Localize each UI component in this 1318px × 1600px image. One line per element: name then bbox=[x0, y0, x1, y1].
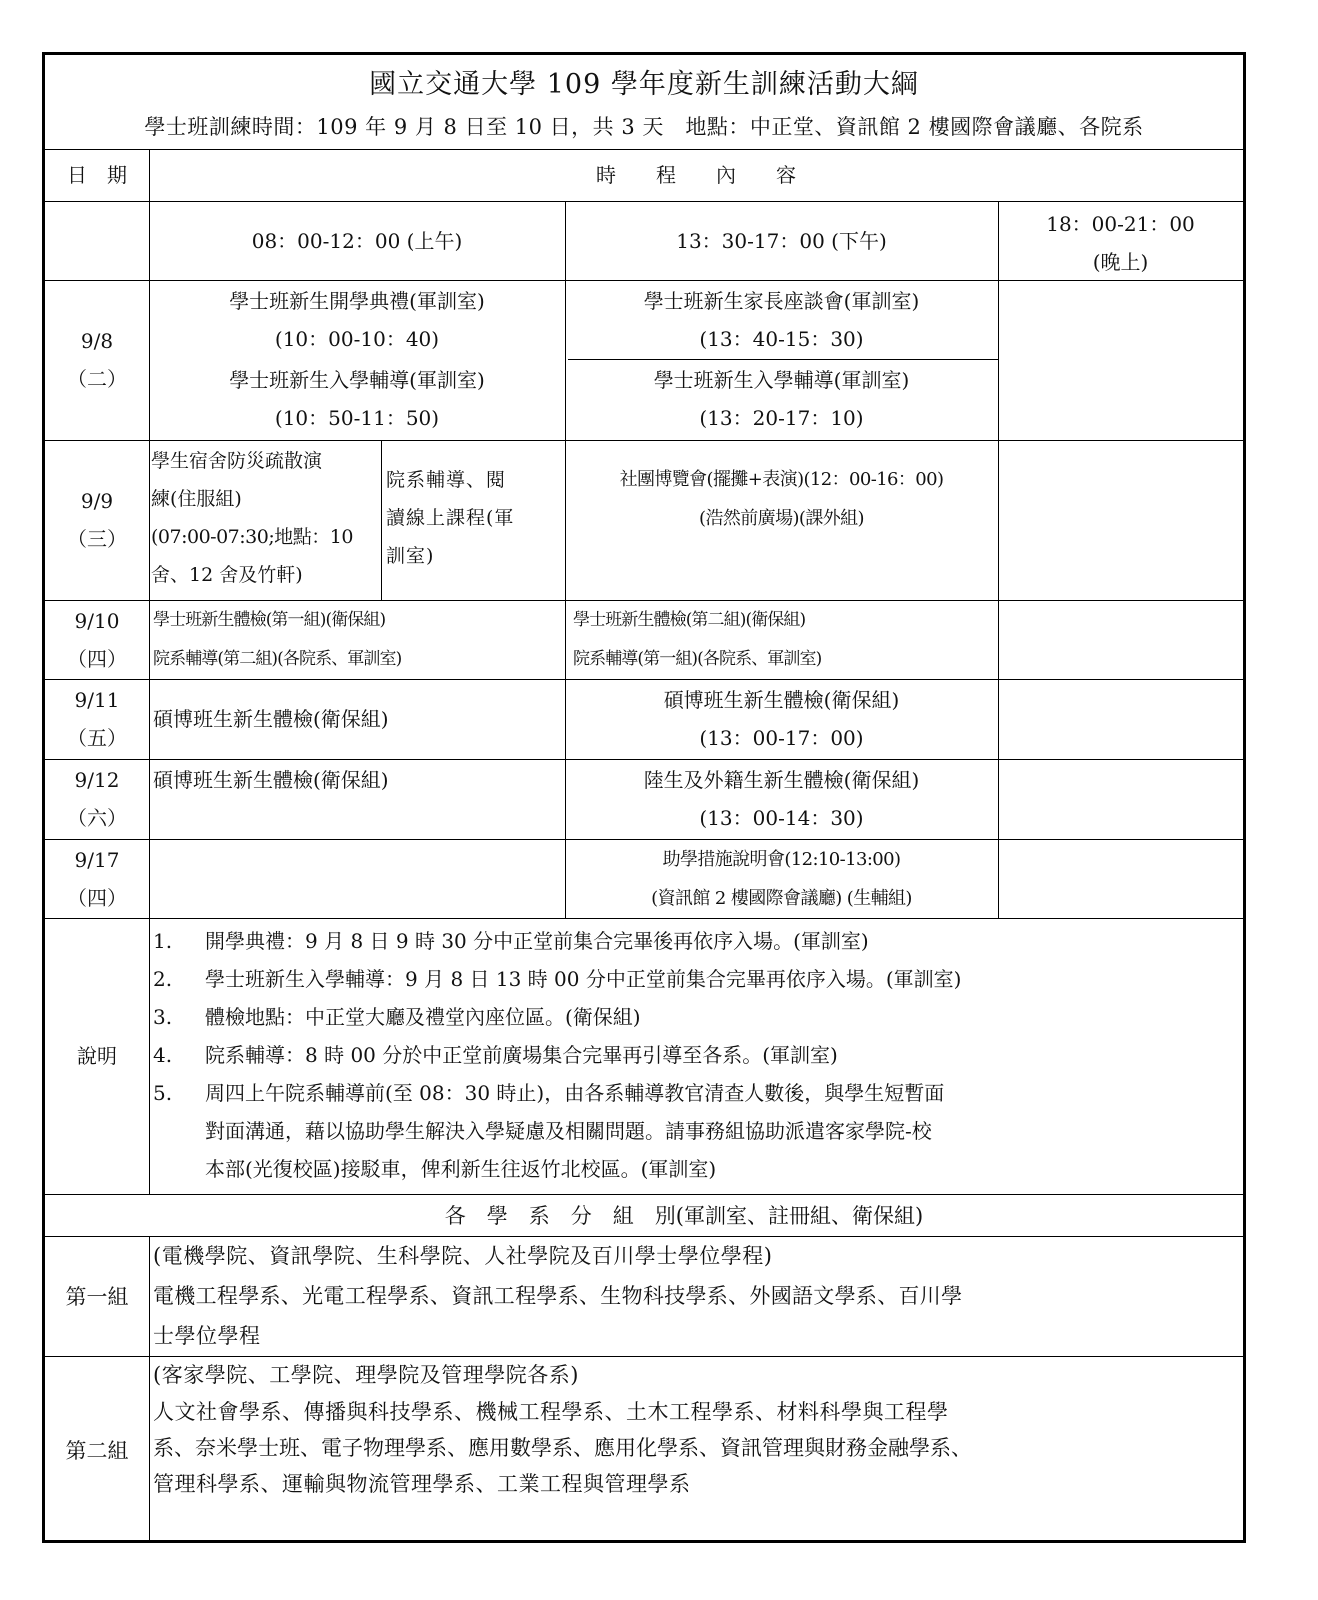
orientation-pm bbox=[565, 361, 998, 439]
notes-list bbox=[153, 922, 1243, 1194]
date-9-12 bbox=[45, 759, 149, 839]
note-item bbox=[153, 922, 1243, 960]
date-value: 9/8 bbox=[80, 329, 114, 353]
text-line: 讀線上課程(軍 bbox=[386, 507, 515, 529]
date-value: 9/17 bbox=[74, 847, 120, 872]
event-title: 學士班新生家長座談會(軍訓室) bbox=[643, 289, 920, 313]
date-9-10 bbox=[45, 600, 149, 679]
group-2-label: 第二組 bbox=[65, 1438, 129, 1463]
evening-time: 18：00-21：00 bbox=[1046, 212, 1195, 236]
group-1-label: 第一組 bbox=[65, 1285, 129, 1309]
date-9-8 bbox=[45, 280, 149, 440]
parents-meeting bbox=[565, 282, 998, 360]
divider bbox=[45, 759, 1243, 760]
note-item bbox=[153, 1036, 1243, 1074]
text-line: 學生宿舍防災疏散演 bbox=[151, 450, 323, 472]
text-line: 學士班新生體檢(第一組)(衛保組) bbox=[153, 610, 386, 630]
grad-checkup-am: 碩博班生新生體檢(衛保組) bbox=[153, 707, 389, 731]
divider bbox=[998, 201, 999, 918]
evening-slot bbox=[998, 205, 1243, 281]
training-subtitle: 學士班訓練時間：109 年 9 月 8 日至 10 日，共 3 天 地點：中正堂、資訊館 2 樓國際會議廳、各院系 bbox=[144, 115, 1144, 139]
event-time: (13：40-15：30) bbox=[699, 327, 864, 351]
date-9-11 bbox=[45, 679, 149, 759]
groups-heading: 各 學 系 分 組 別(軍訓室、註冊組、衛保組) bbox=[444, 1204, 924, 1228]
note-text: 對面溝通，藉以協助學生解決入學疑慮及相關問題。請事務組協助派遣客家學院-校 bbox=[205, 1119, 932, 1143]
checkup-group1 bbox=[153, 601, 565, 679]
text-line: 士學位學程 bbox=[153, 1324, 261, 1348]
schedule-header: 時 程 內 容 bbox=[596, 163, 796, 187]
date-value: 9/9 bbox=[80, 489, 114, 513]
divider bbox=[45, 440, 1243, 441]
page-title: 國立交通大學 109 學年度新生訓練活動大綱 bbox=[369, 69, 919, 100]
weekday: （四） bbox=[67, 885, 127, 910]
note-item bbox=[153, 1074, 1243, 1112]
grad-checkup-sat: 碩博班生新生體檢(衛保組) bbox=[153, 768, 389, 792]
financial-aid-briefing bbox=[565, 840, 998, 918]
text-line: 系、奈米學士班、電子物理學系、應用數學系、應用化學系、資訊管理與財務金融學系、 bbox=[153, 1436, 972, 1460]
weekday: （五） bbox=[67, 726, 127, 750]
text-line: 練(住服組) bbox=[151, 488, 242, 510]
date-value: 9/10 bbox=[74, 608, 120, 633]
date-value: 9/12 bbox=[74, 768, 120, 792]
opening-ceremony bbox=[149, 282, 565, 360]
event-title: 學士班新生入學輔導(軍訓室) bbox=[653, 368, 910, 392]
orientation-am bbox=[149, 361, 565, 439]
group-1-departments bbox=[153, 1236, 1243, 1356]
note-text: 院系輔導：8 時 00 分於中正堂前廣場集合完畢再引導至各系。(軍訓室) bbox=[205, 1043, 838, 1067]
event-time: (13：00-14：30) bbox=[699, 806, 864, 830]
text-line: 訓室) bbox=[386, 545, 435, 567]
text-line: 院系輔導(第二組)(各院系、軍訓室) bbox=[153, 649, 402, 669]
text-line: 管理科學系、運輸與物流管理學系、工業工程與管理學系 bbox=[153, 1472, 691, 1496]
text-line: (07:00-07:30;地點：10 bbox=[151, 526, 353, 548]
divider bbox=[45, 918, 1243, 919]
note-number: 5. bbox=[153, 1081, 173, 1105]
note-text: 體檢地點：中正堂大廳及禮堂內座位區。(衛保組) bbox=[205, 1005, 641, 1029]
note-number: 1. bbox=[153, 929, 173, 953]
weekday: （四） bbox=[67, 646, 127, 671]
afternoon-slot: 13：30-17：00 (下午) bbox=[676, 228, 887, 253]
date-9-17 bbox=[45, 839, 149, 918]
event-title: 助學措施說明會(12:10-13:00) bbox=[662, 849, 901, 870]
event-place: (浩然前廣場)(課外組) bbox=[699, 508, 864, 529]
event-time: (10：00-10：40) bbox=[274, 327, 440, 351]
note-item bbox=[153, 998, 1243, 1036]
dorm-drill bbox=[151, 442, 381, 600]
weekday: （六） bbox=[67, 806, 127, 830]
checkup-group2 bbox=[573, 601, 998, 679]
weekday: （二） bbox=[67, 367, 127, 391]
event-title: 社團博覽會(擺攤+表演)(12：00-16：00) bbox=[619, 469, 944, 490]
text-line: 院系輔導(第一組)(各院系、軍訓室) bbox=[573, 649, 822, 669]
note-item-continued bbox=[153, 1112, 1243, 1150]
note-number: 3. bbox=[153, 1005, 173, 1029]
event-time: (13：20-17：10) bbox=[699, 406, 864, 430]
morning-slot: 08：00-12：00 (上午) bbox=[251, 228, 463, 253]
note-text: 開學典禮：9 月 8 日 9 時 30 分中正堂前集合完畢後再依序入場。(軍訓室) bbox=[205, 929, 869, 953]
text-line: 舍、12 舍及竹軒) bbox=[151, 564, 303, 586]
event-time: (13：00-17：00) bbox=[699, 726, 864, 750]
note-item-continued bbox=[153, 1150, 1243, 1188]
schedule-table bbox=[42, 52, 1246, 1543]
date-header: 日 期 bbox=[67, 163, 127, 187]
club-fair bbox=[565, 460, 998, 540]
group-2-departments bbox=[153, 1356, 1243, 1543]
text-line: 院系輔導、閱 bbox=[386, 469, 507, 491]
event-title: 碩博班生新生體檢(衛保組) bbox=[663, 688, 900, 712]
event-place: (資訊館 2 樓國際會議廳) (生輔組) bbox=[651, 888, 912, 909]
weekday: （三） bbox=[67, 527, 127, 551]
dept-guidance bbox=[386, 461, 565, 591]
event-time: (10：50-11：50) bbox=[274, 406, 440, 430]
note-number: 4. bbox=[153, 1043, 173, 1067]
text-line: (客家學院、工學院、理學院及管理學院各系) bbox=[153, 1363, 579, 1387]
event-title: 學士班新生入學輔導(軍訓室) bbox=[229, 368, 485, 392]
text-line: 人文社會學系、傳播與科技學系、機械工程學系、土木工程學系、材料科學與工程學 bbox=[153, 1400, 949, 1424]
text-line: (電機學院、資訊學院、生科學院、人社學院及百川學士學位學程) bbox=[153, 1244, 773, 1268]
event-title: 學士班新生開學典禮(軍訓室) bbox=[229, 289, 485, 313]
divider bbox=[149, 1236, 150, 1543]
divider bbox=[381, 440, 382, 600]
event-title: 陸生及外籍生新生體檢(衛保組) bbox=[643, 768, 920, 792]
note-text: 周四上午院系輔導前(至 08：30 時止)，由各系輔導教官清查人數後，與學生短暫面 bbox=[205, 1081, 945, 1105]
notes-label: 說明 bbox=[77, 1044, 117, 1068]
note-number: 2. bbox=[153, 967, 173, 991]
text-line: 電機工程學系、光電工程學系、資訊工程學系、生物科技學系、外國語文學系、百川學 bbox=[153, 1284, 963, 1308]
intl-checkup bbox=[565, 761, 998, 839]
note-text: 學士班新生入學輔導：9 月 8 日 13 時 00 分中正堂前集合完畢再依序入場。(軍訓室) bbox=[205, 967, 962, 991]
text-line: 學士班新生體檢(第二組)(衛保組) bbox=[573, 610, 806, 630]
note-item bbox=[153, 960, 1243, 998]
date-9-9 bbox=[45, 440, 149, 600]
grad-checkup-pm bbox=[565, 681, 998, 759]
evening-label: (晚上) bbox=[1092, 250, 1149, 274]
date-value: 9/11 bbox=[74, 688, 120, 712]
note-text: 本部(光復校區)接駁車，俾利新生往返竹北校區。(軍訓室) bbox=[205, 1157, 717, 1181]
